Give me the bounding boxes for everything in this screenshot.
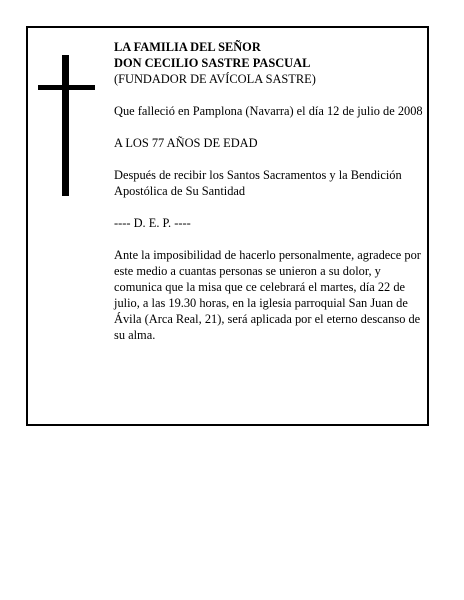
- obituary-text: [114, 39, 426, 343]
- notice-header: [114, 39, 426, 87]
- cross-icon-crossbar: [38, 85, 95, 90]
- sacraments-paragraph: Después de recibir los Santos Sacramentos y la Bendición Apostólica de Su Santidad: [114, 168, 402, 198]
- header-family-line: LA FAMILIA DEL SEÑOR: [114, 40, 261, 54]
- header-name-line: DON CECILIO SASTRE PASCUAL: [114, 56, 311, 70]
- age-paragraph: A LOS 77 AÑOS DE EDAD: [114, 136, 258, 150]
- cross-icon: [62, 55, 69, 196]
- death-paragraph: Que falleció en Pamplona (Navarra) el día 12 de julio de 2008: [114, 104, 423, 118]
- rip-line: ---- D. E. P. ----: [114, 216, 191, 230]
- header-founder-line: (FUNDADOR DE AVÍCOLA SASTRE): [114, 72, 316, 86]
- announcement-paragraph: Ante la imposibilidad de hacerlo personalmente, agradece por este medio a cuantas personas se unieron a su dolor, y comunica que la misa que ce celebrará el martes, día 22 de julio, a las 19.30 horas, en la iglesia parroquial San Juan de Ávila (Arca Real, 21), será aplicada por el eterno descanso de su alma.: [114, 248, 421, 342]
